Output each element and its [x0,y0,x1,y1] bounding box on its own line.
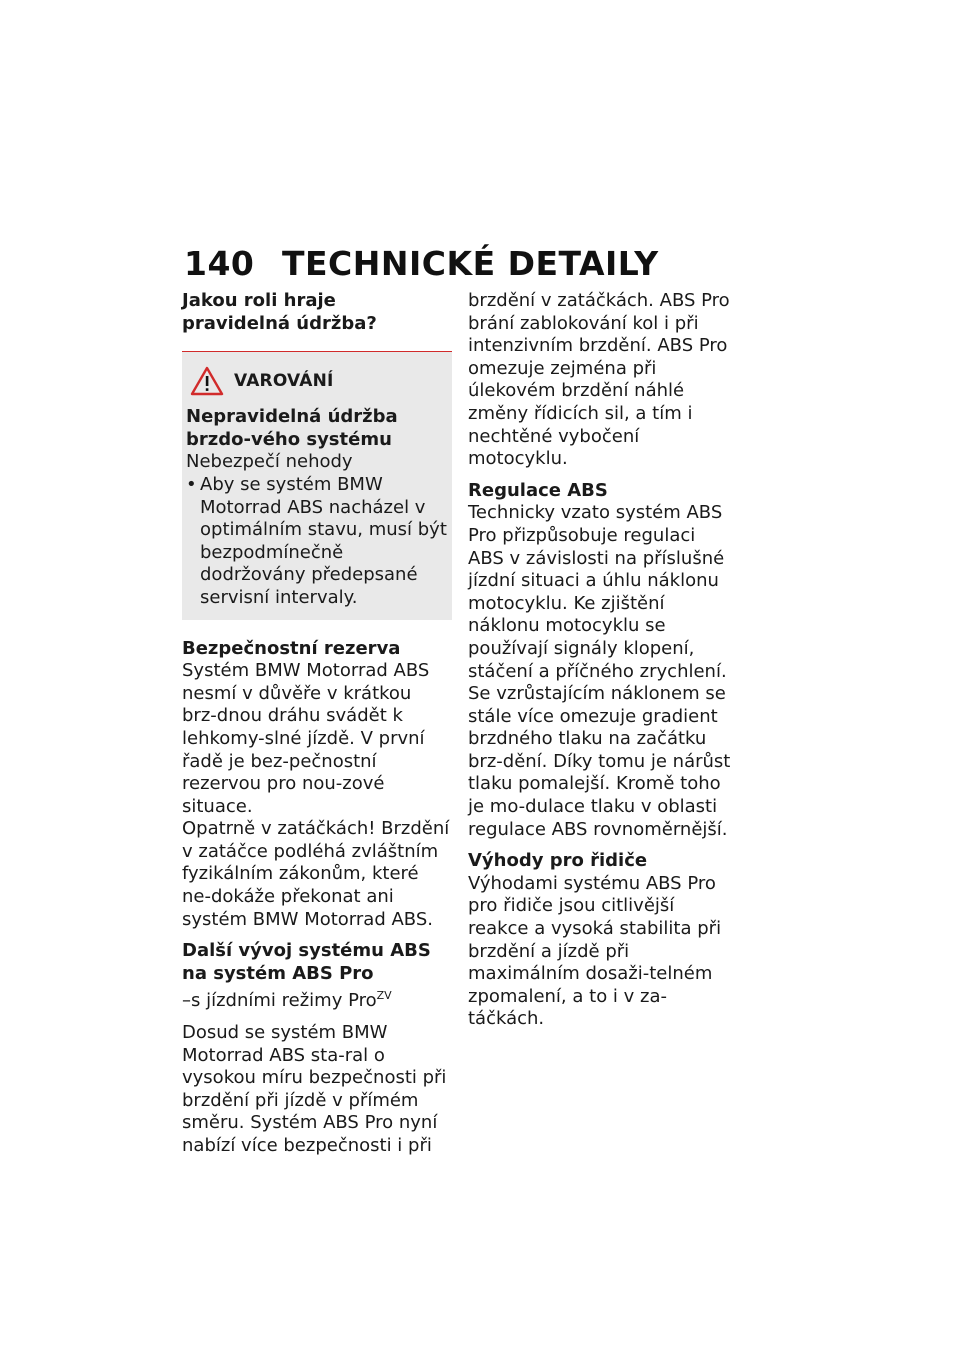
page-header [184,244,659,283]
warning-bullet-text: Aby se systém BMW Motorrad ABS nacházel v optimálním stavu, musí být bezpodmínečně dodržovány předepsané servisní intervaly. [200,473,447,608]
question-heading: Jakou roli hraje pravidelná údržba? [182,290,377,334]
warning-subtitle: Nebezpečí nehody [186,451,353,473]
development-text: Dosud se systém BMW Motorrad ABS sta-ral o vysokou míru bezpečnosti při brzdění při jízdě v přímém směru. Systém ABS Pro nyní nabízí více bezpečnosti i při [182,1022,447,1156]
development-heading: Další vývoj systému ABS na systém ABS Pro [182,940,431,984]
bullet-dot: • [186,473,197,495]
advantages-text: Výhodami systému ABS Pro pro řidiče jsou citlivější reakce a vysoká stabilita při brzdění a jízdě při maximálním dosaži-telném zpomalení, a to i v za-táčkách. [468,872,722,1030]
page-number: 140 [184,244,255,283]
reserve-heading: Bezpečnostní rezerva [182,637,401,659]
warning-box [182,351,452,619]
development-subheading [182,985,450,1013]
page-title: TECHNICKÉ DETAILY [282,244,659,283]
warning-title: Nepravidelná údržba brzdo-vého systému [186,406,398,450]
warning-triangle-icon [190,366,224,396]
development-superscript: ZV [376,989,392,1003]
advantages-heading: Výhody pro řidiče [468,850,648,872]
warning-label: VAROVÁNÍ [234,370,334,391]
continuation-text: brzdění v zatáčkách. ABS Pro brání zablokování kol i při intenzivním brzdění. ABS Pro omezuje zejména při úlekovém brzdění náhlé změny řídicích sil, a tím i nechtěné vybočení motocyklu. [468,290,730,470]
regulation-text-2: Se vzrůstajícím náklonem se stále více omezuje gradient brzdného tlaku na začátku brz-dění. Díky tomu je nárůst tlaku pomalejší. Kromě toho je mo-dulace tlaku v oblasti regulace ABS rovnoměrnější. [468,683,731,840]
warning-header [190,366,452,396]
right-column [468,290,736,1031]
reserve-text-2: Opatrně v zatáčkách! Brzdění v zatáčce podléhá zvláštním fyzikálním zákonům, které ne-dokáže překonat ani systém BMW Motorrad ABS. [182,818,450,930]
development-subheading-text: –s jízdními režimy Pro [182,990,377,1012]
warning-bullet [186,474,452,610]
reserve-text-1: Systém BMW Motorrad ABS nesmí v důvěře v krátkou brz-dnou dráhu svádět k lehkomy-slné jízdě. V první řadě je bez-pečnostní rezervou pro nou-zové situace. [182,660,430,817]
regulation-heading: Regulace ABS [468,479,608,501]
regulation-text-1: Technicky vzato systém ABS Pro přizpůsobuje regulaci ABS v závislosti na příslušné jízdní situaci a úhlu náklonu motocyklu. Ke zjištění náklonu motocyklu se používají signály klopení, stáčení a příčného zrychlení. [468,502,727,682]
left-column [182,290,450,1158]
